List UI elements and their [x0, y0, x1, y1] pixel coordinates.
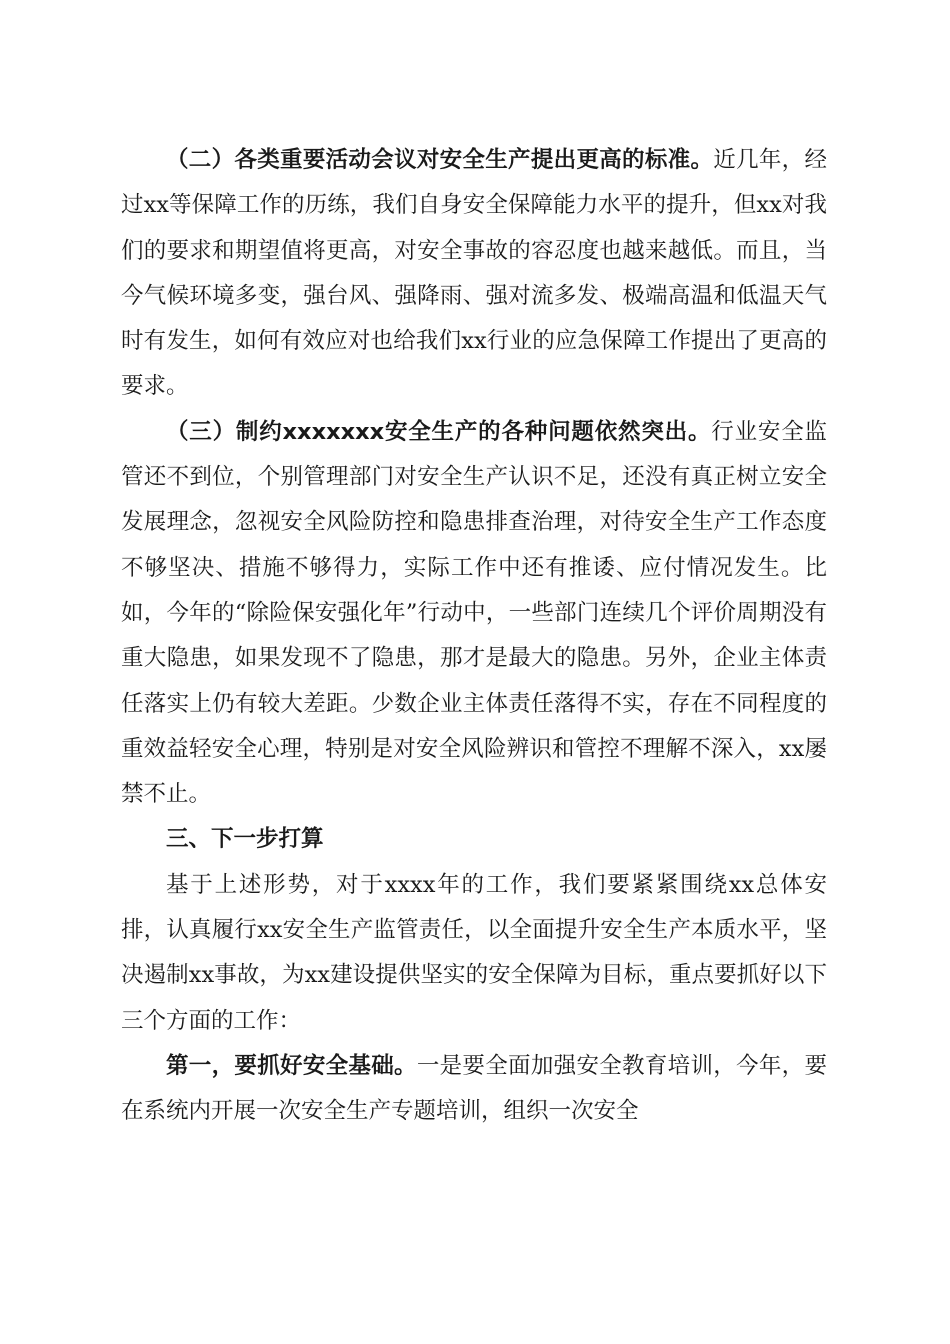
- paragraph-activity-standards: [121, 138, 827, 410]
- paragraph-safety-foundation: [121, 1044, 827, 1135]
- paragraph-body: 近几年，经过xx等保障工作的历练，我们自身安全保障能力水平的提升，但xx对我们的要求和期望值将更高，对安全事故的容忍度也越来越低。而且，当今气候环境多变，强台风、强降雨、强对流多发、极端高温和低温天气时有发生，如何有效应对也给我们xx行业的应急保障工作提出了更高的要求。: [121, 147, 827, 400]
- paragraph-lead: （三）制约xxxxxxx安全生产的各种问题依然突出。: [166, 418, 712, 445]
- paragraph-safety-problems: [121, 410, 827, 818]
- document-page: [121, 138, 827, 1135]
- paragraph-work-plan: [121, 863, 827, 1044]
- paragraph-body: 行业安全监管还不到位，个别管理部门对安全生产认识不足，还没有真正树立安全发展理念，忽视安全风险防控和隐患排查治理，对待安全生产工作态度不够坚决、措施不够得力，实际工作中还有推诿、应付情况发生。比如，今年的“除险保安强化年”行动中，一些部门连续几个评价周期没有重大隐患，如果发现不了隐患，那才是最大的隐患。另外，企业主体责任落实上仍有较大差距。少数企业主体责任落得不实，存在不同程度的重效益轻安全心理，特别是对安全风险辨识和管控不理解不深入，xx屡禁不止。: [121, 418, 827, 808]
- paragraph-lead: 第一，要抓好安全基础。: [166, 1052, 417, 1079]
- paragraph-body: 一是要全面加强安全教育培训，今年，要在系统内开展一次安全生产专题培训，组织一次安全: [121, 1052, 827, 1125]
- paragraph-body: 基于上述形势，对于xxxx年的工作，我们要紧紧围绕xx总体安排，认真履行xx安全生产监管责任，以全面提升安全生产本质水平，坚决遏制xx事故，为xx建设提供坚实的安全保障为目标，重点要抓好以下三个方面的工作：: [121, 871, 827, 1034]
- paragraph-lead: （二）各类重要活动会议对安全生产提出更高的标准。: [166, 147, 714, 173]
- section-heading-next-steps: 三、下一步打算: [166, 826, 324, 853]
